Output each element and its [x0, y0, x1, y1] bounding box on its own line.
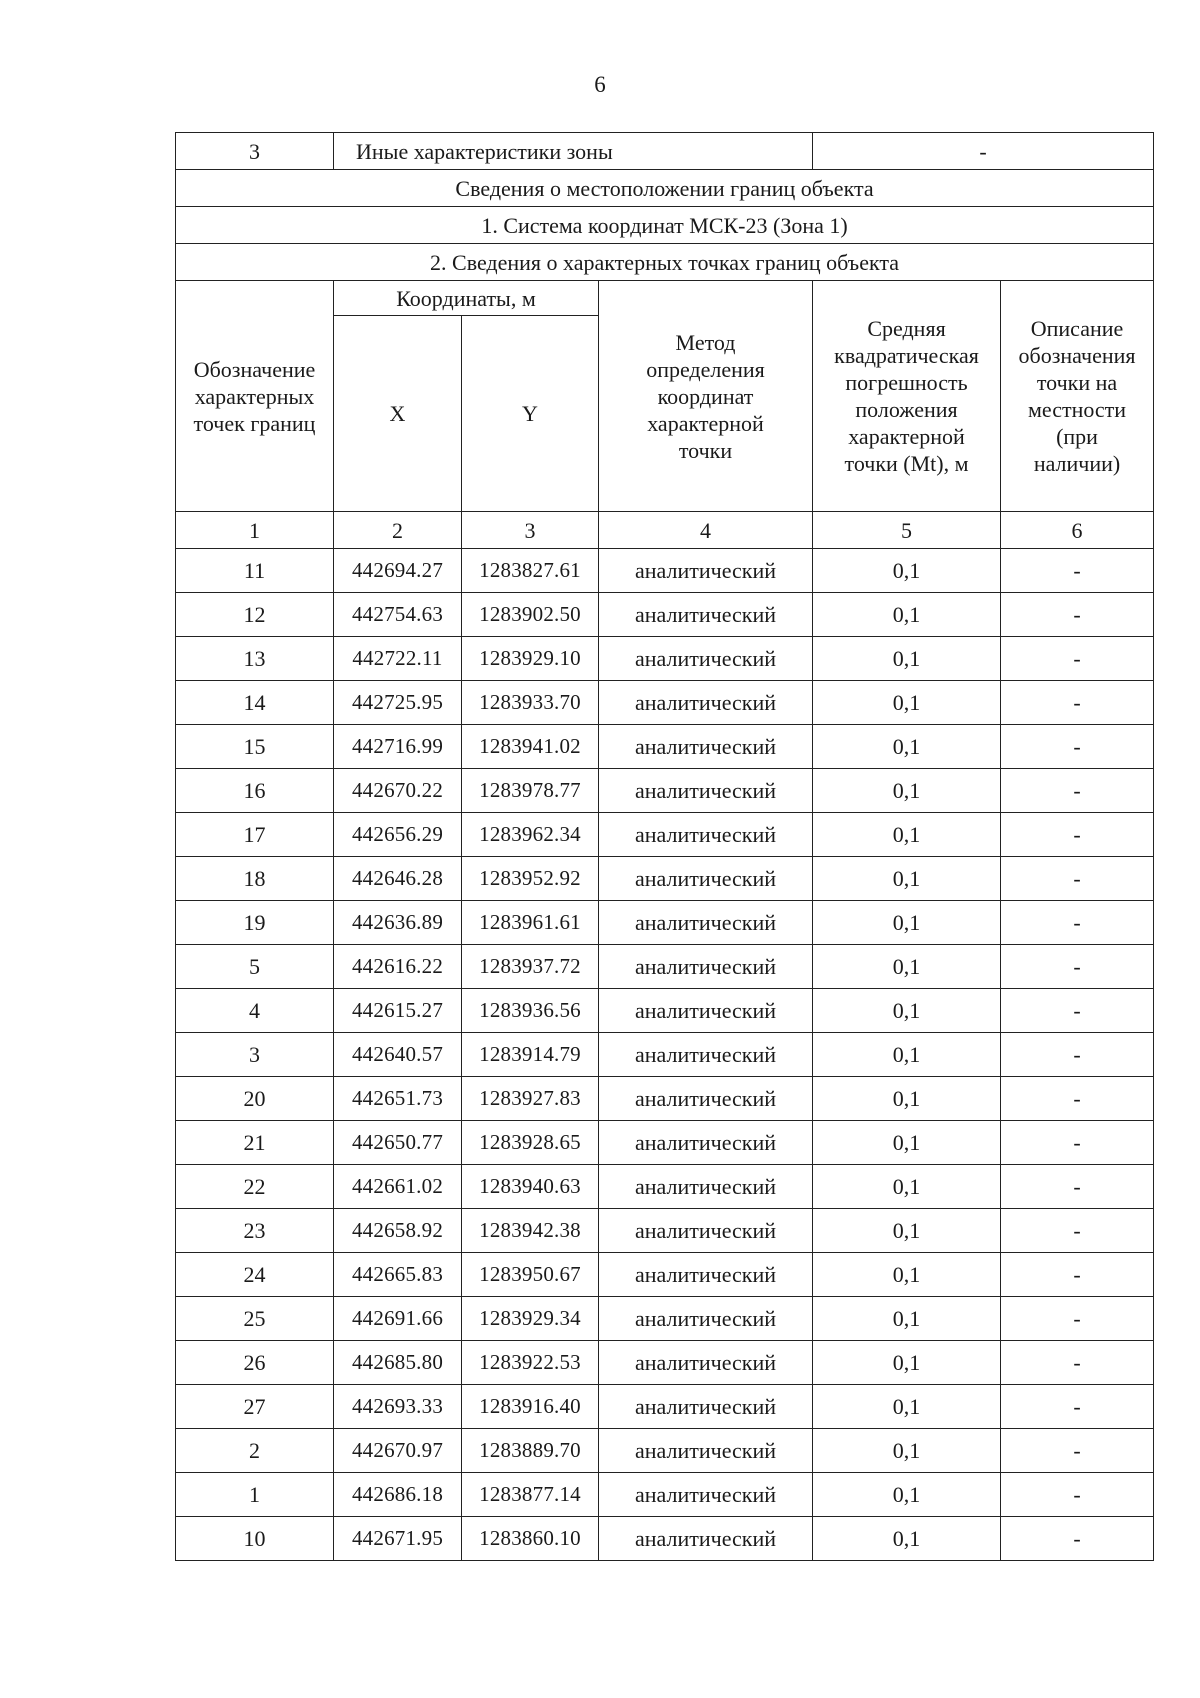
column-number: 6 — [1001, 512, 1154, 549]
description-cell: - — [1001, 989, 1154, 1033]
table-row — [176, 989, 1154, 1033]
method-cell: аналитический — [599, 1077, 813, 1121]
point-id-cell: 23 — [176, 1209, 334, 1253]
table-row — [176, 813, 1154, 857]
method-cell: аналитический — [599, 1121, 813, 1165]
method-cell: аналитический — [599, 1517, 813, 1561]
error-cell: 0,1 — [813, 989, 1001, 1033]
description-cell: - — [1001, 813, 1154, 857]
table-row — [176, 1121, 1154, 1165]
description-cell: - — [1001, 1077, 1154, 1121]
method-cell: аналитический — [599, 1253, 813, 1297]
info-value: - — [813, 133, 1154, 170]
point-id-cell: 16 — [176, 769, 334, 813]
x-coordinate-cell: 442656.29 — [334, 813, 462, 857]
method-cell: аналитический — [599, 725, 813, 769]
column-number: 1 — [176, 512, 334, 549]
header-coordinates: Координаты, м — [334, 281, 599, 316]
y-coordinate-cell: 1283914.79 — [462, 1033, 599, 1077]
description-cell: - — [1001, 1517, 1154, 1561]
description-cell: - — [1001, 1473, 1154, 1517]
description-cell: - — [1001, 725, 1154, 769]
method-cell: аналитический — [599, 549, 813, 593]
y-coordinate-cell: 1283952.92 — [462, 857, 599, 901]
description-cell: - — [1001, 1253, 1154, 1297]
error-cell: 0,1 — [813, 813, 1001, 857]
method-cell: аналитический — [599, 1341, 813, 1385]
point-id-cell: 5 — [176, 945, 334, 989]
table-row — [176, 1165, 1154, 1209]
header-designation: Обозначение характерных точек границ — [176, 281, 334, 512]
table-row — [176, 1473, 1154, 1517]
section-location-row — [176, 170, 1154, 207]
method-cell: аналитический — [599, 1473, 813, 1517]
table-row — [176, 593, 1154, 637]
method-cell: аналитический — [599, 813, 813, 857]
error-cell: 0,1 — [813, 1473, 1001, 1517]
point-id-cell: 25 — [176, 1297, 334, 1341]
x-coordinate-cell: 442685.80 — [334, 1341, 462, 1385]
method-cell: аналитический — [599, 989, 813, 1033]
point-id-cell: 12 — [176, 593, 334, 637]
info-number: 3 — [176, 133, 334, 170]
point-id-cell: 13 — [176, 637, 334, 681]
table-row — [176, 725, 1154, 769]
y-coordinate-cell: 1283937.72 — [462, 945, 599, 989]
error-cell: 0,1 — [813, 593, 1001, 637]
method-cell: аналитический — [599, 637, 813, 681]
point-id-cell: 10 — [176, 1517, 334, 1561]
y-coordinate-cell: 1283941.02 — [462, 725, 599, 769]
section-points: 2. Сведения о характерных точках границ объекта — [176, 244, 1154, 281]
description-cell: - — [1001, 1209, 1154, 1253]
error-cell: 0,1 — [813, 1077, 1001, 1121]
table-row — [176, 1077, 1154, 1121]
table-row — [176, 1209, 1154, 1253]
method-cell: аналитический — [599, 857, 813, 901]
error-cell: 0,1 — [813, 1517, 1001, 1561]
column-number: 5 — [813, 512, 1001, 549]
y-coordinate-cell: 1283933.70 — [462, 681, 599, 725]
error-cell: 0,1 — [813, 681, 1001, 725]
section-coord-system-row — [176, 207, 1154, 244]
error-cell: 0,1 — [813, 725, 1001, 769]
x-coordinate-cell: 442670.22 — [334, 769, 462, 813]
y-coordinate-cell: 1283927.83 — [462, 1077, 599, 1121]
x-coordinate-cell: 442650.77 — [334, 1121, 462, 1165]
y-coordinate-cell: 1283877.14 — [462, 1473, 599, 1517]
page-number: 6 — [594, 72, 606, 97]
x-coordinate-cell: 442640.57 — [334, 1033, 462, 1077]
error-cell: 0,1 — [813, 1165, 1001, 1209]
y-coordinate-cell: 1283961.61 — [462, 901, 599, 945]
method-cell: аналитический — [599, 1385, 813, 1429]
y-coordinate-cell: 1283922.53 — [462, 1341, 599, 1385]
point-id-cell: 26 — [176, 1341, 334, 1385]
y-coordinate-cell: 1283928.65 — [462, 1121, 599, 1165]
error-cell: 0,1 — [813, 901, 1001, 945]
table-row — [176, 1297, 1154, 1341]
section-points-row — [176, 244, 1154, 281]
description-cell: - — [1001, 1297, 1154, 1341]
point-id-cell: 22 — [176, 1165, 334, 1209]
x-coordinate-cell: 442616.22 — [334, 945, 462, 989]
error-cell: 0,1 — [813, 769, 1001, 813]
x-coordinate-cell: 442722.11 — [334, 637, 462, 681]
y-coordinate-cell: 1283940.63 — [462, 1165, 599, 1209]
description-cell: - — [1001, 1121, 1154, 1165]
error-cell: 0,1 — [813, 1209, 1001, 1253]
x-coordinate-cell: 442661.02 — [334, 1165, 462, 1209]
method-cell: аналитический — [599, 1209, 813, 1253]
table-row — [176, 1033, 1154, 1077]
method-cell: аналитический — [599, 1165, 813, 1209]
y-coordinate-cell: 1283916.40 — [462, 1385, 599, 1429]
table-row — [176, 945, 1154, 989]
error-cell: 0,1 — [813, 1253, 1001, 1297]
point-id-cell: 2 — [176, 1429, 334, 1473]
method-cell: аналитический — [599, 901, 813, 945]
x-coordinate-cell: 442636.89 — [334, 901, 462, 945]
header-row-top — [176, 281, 1154, 316]
method-cell: аналитический — [599, 769, 813, 813]
y-coordinate-cell: 1283950.67 — [462, 1253, 599, 1297]
description-cell: - — [1001, 549, 1154, 593]
table-row — [176, 857, 1154, 901]
description-cell: - — [1001, 637, 1154, 681]
error-cell: 0,1 — [813, 549, 1001, 593]
error-cell: 0,1 — [813, 637, 1001, 681]
y-coordinate-cell: 1283827.61 — [462, 549, 599, 593]
method-cell: аналитический — [599, 681, 813, 725]
point-id-cell: 15 — [176, 725, 334, 769]
point-id-cell: 20 — [176, 1077, 334, 1121]
section-coord-system: 1. Система координат МСК-23 (Зона 1) — [176, 207, 1154, 244]
method-cell: аналитический — [599, 1297, 813, 1341]
y-coordinate-cell: 1283978.77 — [462, 769, 599, 813]
x-coordinate-cell: 442658.92 — [334, 1209, 462, 1253]
point-id-cell: 27 — [176, 1385, 334, 1429]
description-cell: - — [1001, 857, 1154, 901]
point-id-cell: 14 — [176, 681, 334, 725]
x-coordinate-cell: 442754.63 — [334, 593, 462, 637]
x-coordinate-cell: 442716.99 — [334, 725, 462, 769]
x-coordinate-cell: 442670.97 — [334, 1429, 462, 1473]
table-row — [176, 681, 1154, 725]
description-cell: - — [1001, 769, 1154, 813]
point-id-cell: 21 — [176, 1121, 334, 1165]
x-coordinate-cell: 442665.83 — [334, 1253, 462, 1297]
info-label: Иные характеристики зоны — [334, 133, 813, 170]
method-cell: аналитический — [599, 593, 813, 637]
x-coordinate-cell: 442725.95 — [334, 681, 462, 725]
point-id-cell: 18 — [176, 857, 334, 901]
column-number: 3 — [462, 512, 599, 549]
x-coordinate-cell: 442615.27 — [334, 989, 462, 1033]
description-cell: - — [1001, 945, 1154, 989]
error-cell: 0,1 — [813, 1033, 1001, 1077]
y-coordinate-cell: 1283902.50 — [462, 593, 599, 637]
error-cell: 0,1 — [813, 945, 1001, 989]
description-cell: - — [1001, 1385, 1154, 1429]
zone-info-row — [176, 133, 1154, 170]
point-id-cell: 17 — [176, 813, 334, 857]
table-row — [176, 1429, 1154, 1473]
table-row — [176, 549, 1154, 593]
description-cell: - — [1001, 1341, 1154, 1385]
y-coordinate-cell: 1283962.34 — [462, 813, 599, 857]
header-y: Y — [462, 316, 599, 512]
point-id-cell: 24 — [176, 1253, 334, 1297]
header-method: Метод определения координат характерной точки — [599, 281, 813, 512]
error-cell: 0,1 — [813, 857, 1001, 901]
boundary-points-table — [175, 132, 1154, 1561]
section-location: Сведения о местоположении границ объекта — [176, 170, 1154, 207]
method-cell: аналитический — [599, 945, 813, 989]
point-id-cell: 3 — [176, 1033, 334, 1077]
method-cell: аналитический — [599, 1429, 813, 1473]
x-coordinate-cell: 442671.95 — [334, 1517, 462, 1561]
header-error: Средняя квадратическая погрешность положения характерной точки (Mt), м — [813, 281, 1001, 512]
y-coordinate-cell: 1283936.56 — [462, 989, 599, 1033]
error-cell: 0,1 — [813, 1341, 1001, 1385]
x-coordinate-cell: 442646.28 — [334, 857, 462, 901]
table-row — [176, 1253, 1154, 1297]
x-coordinate-cell: 442694.27 — [334, 549, 462, 593]
point-id-cell: 4 — [176, 989, 334, 1033]
error-cell: 0,1 — [813, 1297, 1001, 1341]
header-description: Описание обозначения точки на местности (при наличии) — [1001, 281, 1154, 512]
description-cell: - — [1001, 1033, 1154, 1077]
point-id-cell: 1 — [176, 1473, 334, 1517]
y-coordinate-cell: 1283889.70 — [462, 1429, 599, 1473]
y-coordinate-cell: 1283929.10 — [462, 637, 599, 681]
y-coordinate-cell: 1283942.38 — [462, 1209, 599, 1253]
error-cell: 0,1 — [813, 1385, 1001, 1429]
method-cell: аналитический — [599, 1033, 813, 1077]
column-number: 2 — [334, 512, 462, 549]
description-cell: - — [1001, 593, 1154, 637]
y-coordinate-cell: 1283860.10 — [462, 1517, 599, 1561]
table-row — [176, 1517, 1154, 1561]
y-coordinate-cell: 1283929.34 — [462, 1297, 599, 1341]
header-x: X — [334, 316, 462, 512]
description-cell: - — [1001, 1429, 1154, 1473]
table-row — [176, 769, 1154, 813]
point-id-cell: 11 — [176, 549, 334, 593]
table-row — [176, 1341, 1154, 1385]
column-numbers-row — [176, 512, 1154, 549]
x-coordinate-cell: 442691.66 — [334, 1297, 462, 1341]
error-cell: 0,1 — [813, 1429, 1001, 1473]
table-row — [176, 901, 1154, 945]
table-row — [176, 1385, 1154, 1429]
x-coordinate-cell: 442686.18 — [334, 1473, 462, 1517]
description-cell: - — [1001, 1165, 1154, 1209]
x-coordinate-cell: 442693.33 — [334, 1385, 462, 1429]
description-cell: - — [1001, 681, 1154, 725]
column-number: 4 — [599, 512, 813, 549]
description-cell: - — [1001, 901, 1154, 945]
point-id-cell: 19 — [176, 901, 334, 945]
error-cell: 0,1 — [813, 1121, 1001, 1165]
x-coordinate-cell: 442651.73 — [334, 1077, 462, 1121]
table-row — [176, 637, 1154, 681]
